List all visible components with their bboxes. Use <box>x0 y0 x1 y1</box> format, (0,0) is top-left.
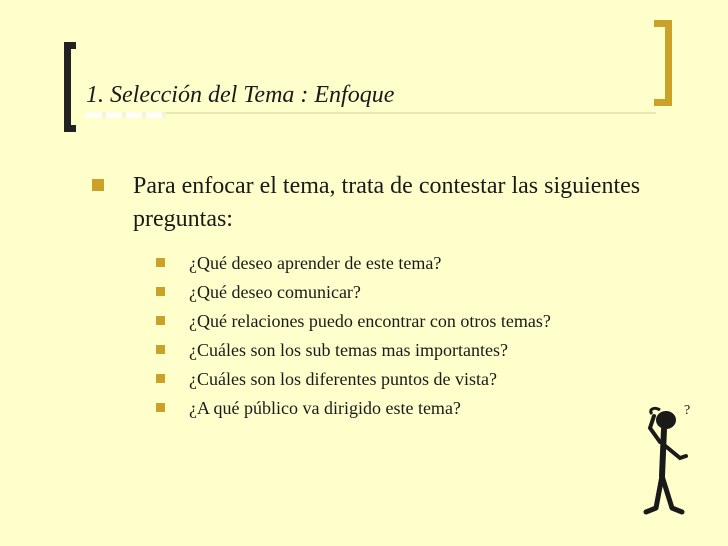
square-bullet-icon <box>156 374 165 383</box>
list-item <box>156 397 656 419</box>
list-item <box>156 339 656 361</box>
main-bullet-item <box>92 170 652 236</box>
right-bracket-decoration <box>654 20 672 106</box>
square-bullet-icon <box>156 345 165 354</box>
list-item <box>156 368 656 390</box>
main-bullet-text: Para enfocar el tema, trata de contestar las siguientes preguntas: <box>133 173 641 232</box>
list-item-text: ¿A qué público va dirigido este tema? <box>189 398 461 418</box>
list-item-text: ¿Qué deseo aprender de este tema? <box>189 253 442 273</box>
square-bullet-icon <box>156 316 165 325</box>
left-bracket-decoration <box>64 42 76 132</box>
list-item-text: ¿Qué deseo comunicar? <box>189 282 361 302</box>
svg-text:?: ? <box>684 403 691 418</box>
square-bullet-icon <box>92 179 104 191</box>
thinking-stick-figure-icon <box>632 398 712 518</box>
slide-title: 1. Selección del Tema : Enfoque <box>86 82 395 108</box>
list-item <box>156 281 656 303</box>
list-item <box>156 310 656 332</box>
list-item-text: ¿Cuáles son los diferentes puntos de vista? <box>189 369 497 389</box>
list-item-text: ¿Cuáles son los sub temas mas importantes? <box>189 340 508 360</box>
square-bullet-icon <box>156 287 165 296</box>
list-item-text: ¿Qué relaciones puedo encontrar con otros temas? <box>189 311 551 331</box>
square-bullet-icon <box>156 403 165 412</box>
list-item <box>156 252 656 274</box>
sub-bullet-list <box>156 252 656 426</box>
title-fade-decoration <box>86 112 166 118</box>
square-bullet-icon <box>156 258 165 267</box>
title-underline <box>86 112 656 114</box>
